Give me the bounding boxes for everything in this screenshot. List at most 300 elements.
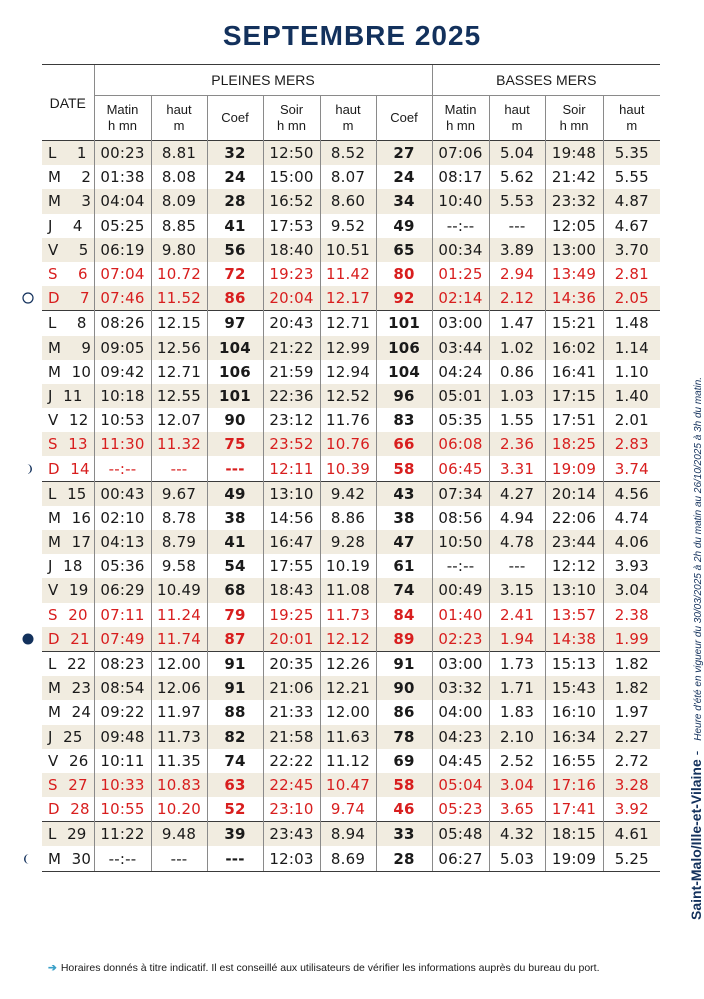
bm-matin-height: 5.53 (489, 189, 545, 213)
pm-matin-coef: 68 (207, 578, 263, 602)
bm-soir-time: 14:36 (545, 286, 603, 311)
bm-matin-height: 1.03 (489, 384, 545, 408)
bm-matin-time: 03:00 (432, 311, 489, 336)
pm-matin-height: 11.97 (151, 700, 207, 724)
day-number: 20 (68, 605, 88, 624)
bm-soir-height: 2.27 (603, 725, 660, 749)
pm-soir-height: 8.86 (320, 506, 376, 530)
pm-soir-height: 9.28 (320, 530, 376, 554)
bm-soir-height: 3.93 (603, 554, 660, 578)
bm-matin-time: 03:32 (432, 676, 489, 700)
bm-soir-height: 5.25 (603, 846, 660, 871)
bm-soir-height: 1.82 (603, 676, 660, 700)
bm-matin-time: 06:08 (432, 432, 489, 456)
weekday: M (48, 362, 62, 381)
bm-soir-height: 1.40 (603, 384, 660, 408)
table-row (42, 773, 660, 797)
pm-soir-coef: 78 (376, 725, 432, 749)
date-cell (42, 846, 94, 871)
pm-soir-time: 20:01 (263, 627, 320, 652)
day-number: 26 (68, 751, 89, 770)
table-row (42, 554, 660, 578)
pm-soir-time: 21:59 (263, 360, 320, 384)
pm-matin-time: 00:43 (94, 481, 151, 506)
bm-soir-time: 16:34 (545, 725, 603, 749)
day-number: 7 (80, 289, 90, 308)
pm-matin-coef: 104 (207, 336, 263, 360)
pm-soir-time: 19:23 (263, 262, 320, 286)
pm-soir-coef: 49 (376, 214, 432, 238)
pm-soir-time: 20:04 (263, 286, 320, 311)
pm-matin-coef: 24 (207, 165, 263, 189)
tide-rows (42, 141, 660, 872)
weekday: M (48, 703, 62, 722)
table-row (42, 408, 660, 432)
table-row (42, 384, 660, 408)
bm-matin-time: 04:23 (432, 725, 489, 749)
day-number: 23 (71, 679, 92, 698)
pm-soir-coef: 58 (376, 456, 432, 481)
table-row (42, 725, 660, 749)
bm-matin-height: 1.73 (489, 651, 545, 676)
date-cell (42, 360, 94, 384)
bm-soir-height: 1.97 (603, 700, 660, 724)
bm-matin-time: 02:23 (432, 627, 489, 652)
day-number: 27 (68, 775, 88, 794)
table-row (42, 530, 660, 554)
full-moon-icon (22, 292, 34, 304)
pm-matin-height: 11.32 (151, 432, 207, 456)
pm-soir-coef: 91 (376, 651, 432, 676)
table-row (42, 165, 660, 189)
basses-mers-header: BASSES MERS (432, 65, 660, 96)
bm-matin-height: 4.32 (489, 822, 545, 847)
day-number: 11 (63, 386, 83, 405)
day-number: 25 (63, 727, 83, 746)
pm-matin-time: 10:55 (94, 797, 151, 822)
bm-matin-height: 3.04 (489, 773, 545, 797)
pm-matin-coef: 106 (207, 360, 263, 384)
pm-matin-coef: 88 (207, 700, 263, 724)
weekday: V (48, 240, 59, 259)
bm-soir-time: 16:02 (545, 336, 603, 360)
pm-matin-coef: 90 (207, 408, 263, 432)
bm-matin-time: 05:23 (432, 797, 489, 822)
pm-soir-height: 8.07 (320, 165, 376, 189)
bm-soir-height: 4.61 (603, 822, 660, 847)
pm-matin-coef: 41 (207, 530, 263, 554)
bm-soir-time: 14:38 (545, 627, 603, 652)
pm-matin-height: 8.78 (151, 506, 207, 530)
pm-coef-soir-header: Coef (376, 96, 432, 141)
bm-soir-time: 19:09 (545, 846, 603, 871)
pm-soir-height: 12.17 (320, 286, 376, 311)
day-number: 13 (68, 435, 88, 454)
table-row (42, 311, 660, 336)
pm-matin-height: 8.81 (151, 141, 207, 166)
bm-matin-time: 00:49 (432, 578, 489, 602)
pm-soir-time: 14:56 (263, 506, 320, 530)
pm-matin-height: 12.71 (151, 360, 207, 384)
pm-soir-height: 11.73 (320, 603, 376, 627)
bm-matin-time: 08:56 (432, 506, 489, 530)
bm-matin-height: 1.83 (489, 700, 545, 724)
pm-soir-coef: 80 (376, 262, 432, 286)
bm-soir-height: 3.92 (603, 797, 660, 822)
pm-matin-coef: 75 (207, 432, 263, 456)
pm-matin-coef: 82 (207, 725, 263, 749)
location-label: Saint-Malo/Ille-et-Vilaine (688, 759, 704, 920)
last-quarter-icon (22, 463, 34, 475)
pm-matin-coef: 28 (207, 189, 263, 213)
bm-soir-time: 13:00 (545, 238, 603, 262)
bm-soir-height: 4.56 (603, 481, 660, 506)
pm-soir-height: 9.52 (320, 214, 376, 238)
pm-matin-height: 11.73 (151, 725, 207, 749)
day-number: 2 (81, 168, 92, 187)
pm-haut-matin-header: haut m (151, 96, 207, 141)
date-cell (42, 506, 94, 530)
pm-soir-height: 11.42 (320, 262, 376, 286)
pm-soir-height: 12.12 (320, 627, 376, 652)
bm-soir-time: 18:15 (545, 822, 603, 847)
bm-matin-time: 04:00 (432, 700, 489, 724)
day-number: 6 (77, 265, 88, 284)
pm-soir-height: 12.99 (320, 336, 376, 360)
pm-soir-time: 19:25 (263, 603, 320, 627)
pm-matin-height: 10.83 (151, 773, 207, 797)
bm-matin-height: 1.94 (489, 627, 545, 652)
bm-soir-height: 3.28 (603, 773, 660, 797)
day-number: 29 (67, 825, 87, 844)
pm-matin-time: 10:11 (94, 749, 151, 773)
bm-soir-height: 2.83 (603, 432, 660, 456)
pm-matin-time: 08:23 (94, 651, 151, 676)
pm-matin-height: 8.08 (151, 165, 207, 189)
pm-soir-time: 20:43 (263, 311, 320, 336)
pm-soir-height: 11.12 (320, 749, 376, 773)
day-number: 14 (70, 459, 90, 478)
bm-matin-time: 05:35 (432, 408, 489, 432)
date-cell (42, 262, 94, 286)
weekday: V (48, 751, 59, 770)
bm-matin-height: --- (489, 554, 545, 578)
table-row (42, 214, 660, 238)
side-caption (688, 280, 704, 920)
pm-soir-coef: 101 (376, 311, 432, 336)
pm-matin-time: 04:13 (94, 530, 151, 554)
pm-matin-coef: 74 (207, 749, 263, 773)
weekday: M (48, 533, 62, 552)
day-number: 30 (71, 849, 92, 868)
pm-matin-height: 10.20 (151, 797, 207, 822)
date-cell (42, 725, 94, 749)
bm-matin-time: 05:04 (432, 773, 489, 797)
pm-matin-height: 12.15 (151, 311, 207, 336)
table-row (42, 506, 660, 530)
weekday: V (48, 411, 59, 430)
pm-matin-height: 9.67 (151, 481, 207, 506)
bm-matin-height: 3.65 (489, 797, 545, 822)
pm-soir-coef: 43 (376, 481, 432, 506)
pm-matin-coef: 101 (207, 384, 263, 408)
bm-matin-height: 5.04 (489, 141, 545, 166)
date-cell (42, 286, 94, 311)
bm-soir-height: 5.55 (603, 165, 660, 189)
pm-soir-time: 13:10 (263, 481, 320, 506)
bm-matin-height: 2.12 (489, 286, 545, 311)
bm-soir-height: 3.70 (603, 238, 660, 262)
bm-soir-time: 23:44 (545, 530, 603, 554)
weekday: L (48, 314, 57, 333)
pm-matin-time: 11:30 (94, 432, 151, 456)
bm-matin-height: 5.62 (489, 165, 545, 189)
bm-matin-height: 2.10 (489, 725, 545, 749)
pm-matin-coef: --- (207, 456, 263, 481)
pm-soir-coef: 89 (376, 627, 432, 652)
pm-matin-coef: 52 (207, 797, 263, 822)
weekday: M (48, 508, 62, 527)
bm-soir-time: 20:14 (545, 481, 603, 506)
table-row (42, 360, 660, 384)
pm-soir-time: 18:40 (263, 238, 320, 262)
pleines-mers-header: PLEINES MERS (94, 65, 432, 96)
pm-soir-height: 9.42 (320, 481, 376, 506)
pm-matin-coef: 39 (207, 822, 263, 847)
pm-matin-coef: 54 (207, 554, 263, 578)
table-row (42, 262, 660, 286)
pm-matin-time: 04:04 (94, 189, 151, 213)
pm-soir-height: 8.69 (320, 846, 376, 871)
side-separator: - (688, 746, 704, 760)
weekday: L (48, 655, 57, 674)
table-row (42, 749, 660, 773)
pm-matin-time: 01:38 (94, 165, 151, 189)
pm-soir-time: 16:47 (263, 530, 320, 554)
bm-soir-time: 15:13 (545, 651, 603, 676)
pm-soir-height: 12.94 (320, 360, 376, 384)
bm-soir-height: 1.82 (603, 651, 660, 676)
table-row (42, 676, 660, 700)
bm-soir-time: 18:25 (545, 432, 603, 456)
pm-soir-coef: 65 (376, 238, 432, 262)
pm-soir-time: 23:10 (263, 797, 320, 822)
bm-matin-height: 2.41 (489, 603, 545, 627)
footer-note (48, 962, 600, 974)
pm-soir-time: 17:53 (263, 214, 320, 238)
day-number: 8 (76, 314, 87, 333)
pm-matin-coef: 63 (207, 773, 263, 797)
bm-haut-soir-header: haut m (603, 96, 660, 141)
pm-matin-height: 12.06 (151, 676, 207, 700)
bm-soir-time: 17:15 (545, 384, 603, 408)
bm-soir-time: 15:43 (545, 676, 603, 700)
bm-matin-height: 3.89 (489, 238, 545, 262)
bm-soir-time: 13:49 (545, 262, 603, 286)
pm-soir-time: 20:35 (263, 651, 320, 676)
bm-matin-time: 03:00 (432, 651, 489, 676)
date-cell (42, 603, 94, 627)
pm-soir-height: 12.52 (320, 384, 376, 408)
bm-soir-height: 1.10 (603, 360, 660, 384)
pm-matin-height: --- (151, 456, 207, 481)
pm-soir-time: 12:11 (263, 456, 320, 481)
weekday: M (48, 849, 62, 868)
bm-soir-time: 21:42 (545, 165, 603, 189)
weekday: J (48, 727, 53, 746)
pm-matin-height: 12.55 (151, 384, 207, 408)
pm-matin-time: 06:19 (94, 238, 151, 262)
pm-matin-height: 10.49 (151, 578, 207, 602)
pm-matin-coef: 41 (207, 214, 263, 238)
pm-soir-time: 21:58 (263, 725, 320, 749)
weekday: D (48, 459, 60, 478)
pm-soir-coef: 74 (376, 578, 432, 602)
pm-soir-height: 10.51 (320, 238, 376, 262)
bm-matin-height: 2.52 (489, 749, 545, 773)
bm-matin-time: 03:44 (432, 336, 489, 360)
pm-matin-coef: 32 (207, 141, 263, 166)
date-cell (42, 822, 94, 847)
date-cell (42, 141, 94, 166)
date-header: DATE (42, 65, 94, 141)
pm-soir-height: 12.21 (320, 676, 376, 700)
bm-matin-time: 06:45 (432, 456, 489, 481)
table-row (42, 651, 660, 676)
pm-soir-coef: 84 (376, 603, 432, 627)
pm-soir-coef: 92 (376, 286, 432, 311)
table-row (42, 846, 660, 871)
date-cell (42, 238, 94, 262)
date-cell (42, 530, 94, 554)
date-cell (42, 578, 94, 602)
bm-soir-height: 4.06 (603, 530, 660, 554)
weekday: D (48, 629, 60, 648)
pm-soir-time: 23:52 (263, 432, 320, 456)
bm-matin-height: 1.71 (489, 676, 545, 700)
pm-soir-time: 17:55 (263, 554, 320, 578)
weekday: D (48, 800, 60, 819)
pm-matin-coef: 91 (207, 651, 263, 676)
bm-matin-time: 07:34 (432, 481, 489, 506)
bm-soir-time: 16:10 (545, 700, 603, 724)
table-row (42, 286, 660, 311)
pm-matin-time: 08:26 (94, 311, 151, 336)
date-cell (42, 311, 94, 336)
weekday: S (48, 605, 58, 624)
bm-matin-time: 08:17 (432, 165, 489, 189)
weekday: J (48, 557, 53, 576)
pm-matin-coef: 87 (207, 627, 263, 652)
bm-soir-time: 22:06 (545, 506, 603, 530)
bm-soir-time: 12:12 (545, 554, 603, 578)
bm-matin-height: 2.36 (489, 432, 545, 456)
pm-soir-time: 23:43 (263, 822, 320, 847)
pm-matin-coef: 86 (207, 286, 263, 311)
weekday: D (48, 289, 60, 308)
bm-matin-height: 4.78 (489, 530, 545, 554)
new-moon-icon (22, 633, 34, 645)
day-number: 28 (70, 800, 90, 819)
table-row (42, 603, 660, 627)
table-row (42, 336, 660, 360)
pm-soir-time: 12:50 (263, 141, 320, 166)
pm-matin-time: 07:11 (94, 603, 151, 627)
day-number: 22 (67, 655, 87, 674)
pm-matin-time: 09:22 (94, 700, 151, 724)
date-cell (42, 165, 94, 189)
pm-matin-coef: 56 (207, 238, 263, 262)
bm-matin-height: 1.47 (489, 311, 545, 336)
pm-matin-time: --:-- (94, 456, 151, 481)
pm-soir-coef: 66 (376, 432, 432, 456)
bm-matin-height: 3.15 (489, 578, 545, 602)
date-cell (42, 214, 94, 238)
pm-matin-time: 10:33 (94, 773, 151, 797)
weekday: L (48, 825, 57, 844)
tide-table (42, 64, 660, 872)
table-row (42, 238, 660, 262)
pm-matin-height: 12.07 (151, 408, 207, 432)
bm-soir-time: 15:21 (545, 311, 603, 336)
day-number: 5 (78, 240, 89, 259)
bm-soir-height: 1.99 (603, 627, 660, 652)
pm-soir-height: 8.94 (320, 822, 376, 847)
pm-soir-time: 21:22 (263, 336, 320, 360)
bm-soir-height: 3.04 (603, 578, 660, 602)
pm-soir-height: 12.71 (320, 311, 376, 336)
bm-soir-time: 16:41 (545, 360, 603, 384)
bm-soir-time: 13:57 (545, 603, 603, 627)
day-number: 18 (63, 557, 83, 576)
bm-matin-height: 2.94 (489, 262, 545, 286)
bm-matin-time: 01:40 (432, 603, 489, 627)
pm-soir-coef: 38 (376, 506, 432, 530)
pm-matin-height: 11.24 (151, 603, 207, 627)
bm-soir-height: 2.81 (603, 262, 660, 286)
bm-soir-height: 1.48 (603, 311, 660, 336)
pm-soir-coef: 104 (376, 360, 432, 384)
pm-soir-coef: 28 (376, 846, 432, 871)
day-number: 10 (71, 362, 92, 381)
table-row (42, 797, 660, 822)
pm-soir-header: Soir h mn (263, 96, 320, 141)
bm-soir-time: 16:55 (545, 749, 603, 773)
day-number: 17 (71, 533, 92, 552)
bm-matin-height: 4.94 (489, 506, 545, 530)
pm-soir-coef: 90 (376, 676, 432, 700)
weekday: J (48, 216, 53, 235)
table-row (42, 141, 660, 166)
pm-soir-time: 22:36 (263, 384, 320, 408)
pm-matin-time: 02:10 (94, 506, 151, 530)
pm-matin-time: 07:46 (94, 286, 151, 311)
date-cell (42, 456, 94, 481)
pm-soir-time: 21:33 (263, 700, 320, 724)
pm-matin-coef: 72 (207, 262, 263, 286)
pm-soir-height: 11.63 (320, 725, 376, 749)
pm-soir-height: 12.00 (320, 700, 376, 724)
pm-soir-time: 23:12 (263, 408, 320, 432)
pm-matin-coef: --- (207, 846, 263, 871)
bm-matin-time: 10:50 (432, 530, 489, 554)
pm-soir-coef: 86 (376, 700, 432, 724)
bm-matin-time: 04:45 (432, 749, 489, 773)
date-cell (42, 554, 94, 578)
pm-soir-height: 10.47 (320, 773, 376, 797)
pm-soir-time: 16:52 (263, 189, 320, 213)
pm-soir-height: 11.08 (320, 578, 376, 602)
